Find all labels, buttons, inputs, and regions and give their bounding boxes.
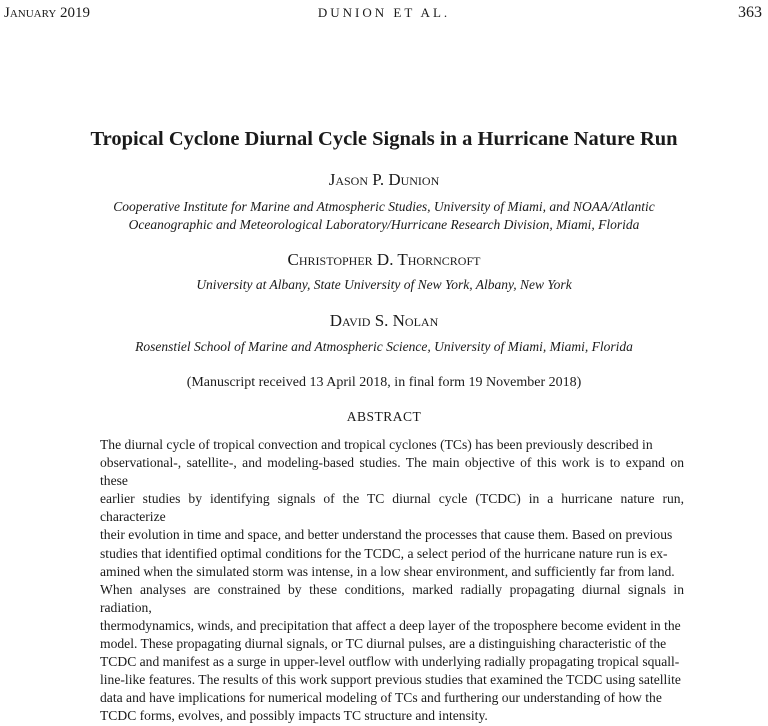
author-name: David S. Nolan [329, 311, 439, 330]
abstract-line: TCDC forms, evolves, and possibly impacts TC structure and intensity. [100, 708, 488, 724]
abstract-line: line-like features. The results of this work support previous studies that examined the TCDC using satellite [100, 672, 681, 688]
author-affiliation [60, 198, 708, 234]
manuscript-received: (Manuscript received 13 April 2018, in final form 19 November 2018) [186, 375, 582, 390]
abstract-body [100, 436, 684, 726]
affiliation-line: Cooperative Institute for Marine and Atmospheric Studies, University of Miami, and NOAA/Atlantic [113, 199, 655, 214]
author-affiliation [60, 338, 708, 356]
abstract-line: observational-, satellite-, and modeling-based studies. The main objective of this work is to expand on these [100, 455, 684, 489]
affiliation-line: Oceanographic and Meteorological Laboratory/Hurricane Research Division, Miami, Florida [128, 217, 640, 232]
abstract-line: earlier studies by identifying signals of the TC diurnal cycle (TCDC) in a hurricane nature run, characterize [100, 491, 684, 525]
abstract-line: studies that identified optimal conditions for the TCDC, a select period of the hurricane nature run is ex- [100, 545, 668, 561]
abstract-line: data and have implications for numerical modeling of TCs and furthering our understanding of how the [100, 690, 662, 706]
author-name: Christopher D. Thorncroft [287, 250, 481, 269]
abstract-line: TCDC and manifest as a surge in upper-level outflow with underlying radially propagating tropical squall- [100, 654, 680, 670]
abstract-line: The diurnal cycle of tropical convection and tropical cyclones (TCs) has been previously described in [100, 437, 653, 452]
affiliation-line: Rosenstiel School of Marine and Atmospheric Science, University of Miami, Miami, Florida [135, 339, 633, 354]
author-name: Jason P. Dunion [328, 170, 440, 189]
page-number: 363 [738, 4, 762, 21]
abstract-line: When analyses are constrained by these conditions, marked radially propagating diurnal signals in radiation, [100, 581, 684, 615]
affiliation-line: University at Albany, State University of New York, Albany, New York [196, 277, 572, 292]
author-affiliation [60, 276, 708, 294]
running-head-authors: DUNION ET AL. [317, 5, 451, 20]
abstract-line: thermodynamics, winds, and precipitation that affect a deep layer of the troposphere become evident in the [100, 617, 681, 633]
abstract-line: their evolution in time and space, and better understand the processes that cause them. Based on previous [100, 527, 673, 543]
running-head-date: January 2019 [4, 5, 91, 21]
abstract-line: amined when the simulated storm was intense, in a low shear environment, and sufficiently far from land. [100, 563, 675, 579]
abstract-line: model. These propagating diurnal signals, or TC diurnal pulses, are a distinguishing characteristic of the [100, 636, 667, 652]
running-head [0, 4, 768, 24]
paper-title: Tropical Cyclone Diurnal Cycle Signals in a Hurricane Nature Run [90, 128, 678, 150]
abstract-heading: ABSTRACT [346, 409, 422, 424]
